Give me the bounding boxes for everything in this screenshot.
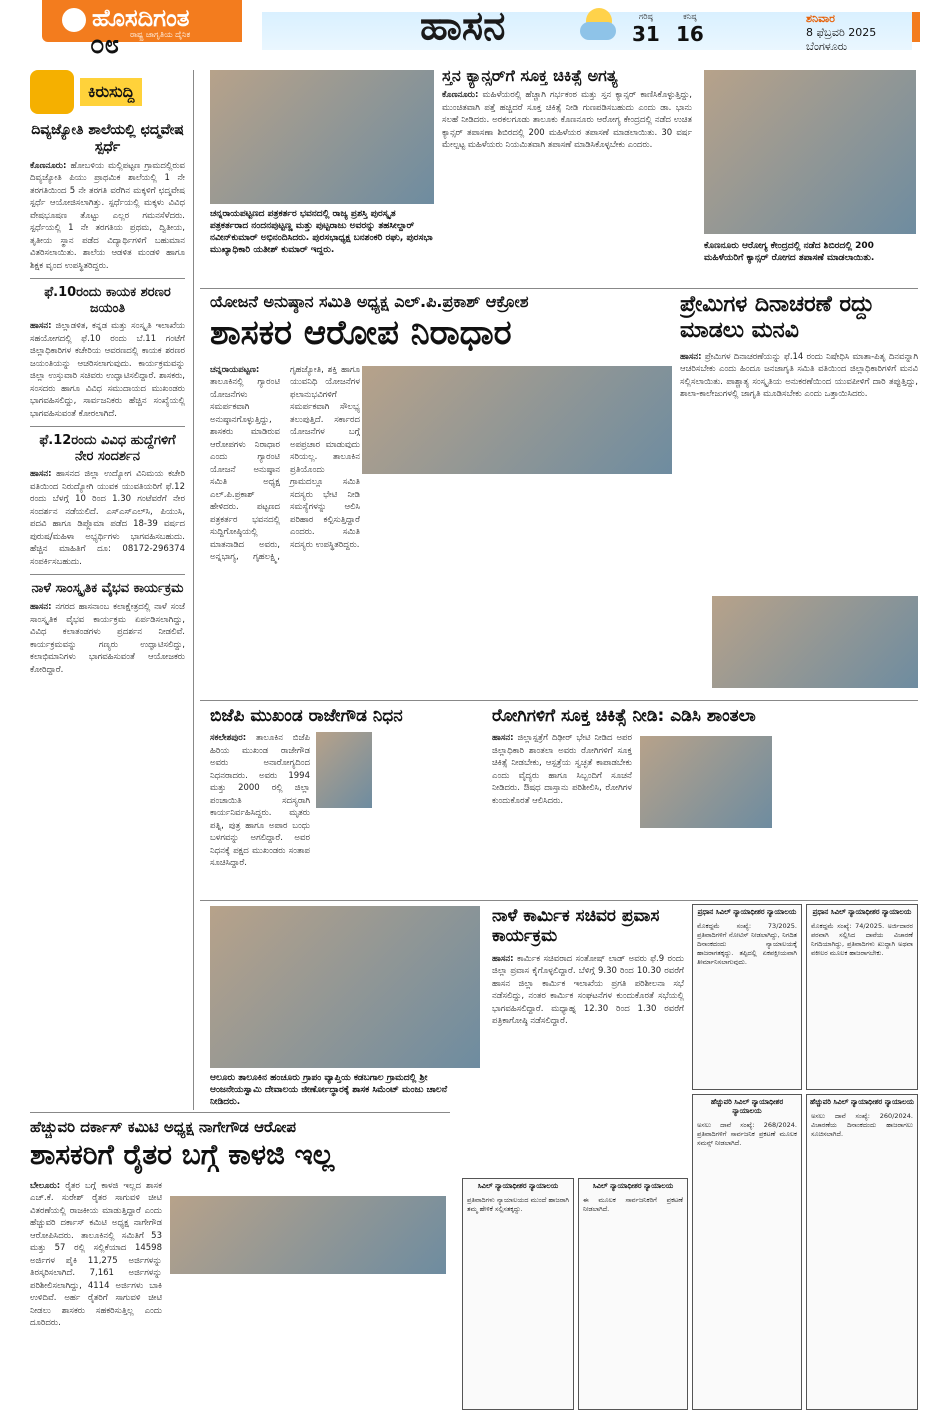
article-body xyxy=(30,468,185,568)
article-text: ನಗರದ ಹಾಸನಾಂಬ ಕಲಾಕ್ಷೇತ್ರದಲ್ಲಿ ನಾಳೆ ಸಂಜೆ ಸಾಂಸ್ಕೃತಿಕ ವೈಭವ ಕಾರ್ಯಕ್ರಮ ಏರ್ಪಡಿಸಲಾಗಿದ್ದು, ವಿವಿಧ ಕಲಾತಂಡಗಳು ಪ್ರದರ್ಶನ ನೀಡಲಿವೆ. ಕಾರ್ಯಕ್ರಮವನ್ನು ಗಣ್ಯರು ಉದ್ಘಾಟಿಸಲಿದ್ದು, ಕಲಾಭಿಮಾನಿಗಳು ಭಾಗವಹಿಸುವಂತೆ ಆಯೋಜಕರು ಕೋರಿದ್ದಾರೆ. xyxy=(30,602,185,675)
notice-body: ಮೊಕದ್ದಮೆ ಸಂಖ್ಯೆ: 73/2025. ಪ್ರತಿವಾದಿಗಳಿಗೆ ನೋಟಿಸ್ ನೀಡಲಾಗಿದ್ದು, ನಿಗದಿತ ದಿನಾಂಕದಂದು ನ್ಯಾಯಾಲಯಕ್ಕೆ ಹಾಜರಾಗತಕ್ಕದ್ದು. ತಪ್ಪಿದಲ್ಲಿ ಏಕಪಕ್ಷೀಯವಾಗಿ ತೀರ್ಮಾನಿಸಲಾಗುವುದು. xyxy=(697,922,797,966)
temp-min-label: ಕನಿಷ್ಠ xyxy=(683,12,697,21)
section-divider xyxy=(200,700,918,701)
article-kicker: ಯೋಜನೆ ಅನುಷ್ಠಾನ ಸಮಿತಿ ಅಧ್ಯಕ್ಷ ಎಲ್.ಪಿ.ಪ್ರಕಾಶ್ ಆಕ್ರೋಶ xyxy=(210,292,529,311)
article-body xyxy=(30,160,185,273)
article-text: ಜಿಲ್ಲಾಸ್ಪತ್ರೆಗೆ ದಿಢೀರ್ ಭೇಟಿ ನೀಡಿದ ಅಪರ ಜಿಲ್ಲಾಧಿಕಾರಿ ಶಾಂತಲಾ ಅವರು ರೋಗಿಗಳಿಗೆ ಸೂಕ್ತ ಚಿಕಿತ್ಸೆ ನೀಡಬೇಕು, ಆಸ್ಪತ್ರೆಯ ಸ್ವಚ್ಛತೆ ಕಾಪಾಡಬೇಕು ಎಂದು ವೈದ್ಯರು ಹಾಗೂ ಸಿಬ್ಬಂದಿಗೆ ಸೂಚನೆ ನೀಡಿದರು. ಔಷಧ ದಾಸ್ತಾನು ಪರಿಶೀಲಿಸಿ, ರೋಗಿಗಳ ಕುಂದುಕೊರತೆ ಆಲಿಸಿದರು. xyxy=(492,733,632,806)
article-text: ತಾಲೂಕಿನ ಬಿಜೆಪಿ ಹಿರಿಯ ಮುಖಂಡ ರಾಜೇಗೌಡ ಅವರು ಅನಾರೋಗ್ಯದಿಂದ ನಿಧನರಾದರು. ಅವರು 1994 ಮತ್ತು 2000 ರಲ್ಲಿ ಜಿಲ್ಲಾ ಪಂಚಾಯಿತಿ ಸದಸ್ಯರಾಗಿ ಕಾರ್ಯನಿರ್ವಹಿಸಿದ್ದರು. ಮೃತರು ಪತ್ನಿ, ಪುತ್ರ ಹಾಗೂ ಅಪಾರ ಬಂಧು ಬಳಗವನ್ನು ಅಗಲಿದ್ದಾರೆ. ಅವರ ನಿಧನಕ್ಕೆ ಪಕ್ಷದ ಮುಖಂಡರು ಸಂತಾಪ ಸೂಚಿಸಿದ್ದಾರೆ. xyxy=(210,733,310,869)
masthead xyxy=(0,0,945,64)
notice-title: ಸಿವಿಲ್ ನ್ಯಾಯಾಧೀಶರ ನ್ಯಾಯಾಲಯ xyxy=(477,1182,559,1190)
photo-caption: ಆಲೂರು ತಾಲೂಕಿನ ಹಂಚೂರು ಗ್ರಾಪಂ ವ್ಯಾಪ್ತಿಯ ಕಡಬಗಾಲ ಗ್ರಾಮದಲ್ಲಿ ಶ್ರೀ ಆಂಜನೇಯಸ್ವಾಮಿ ದೇವಾಲಯ ಜೀರ್ಣೋದ್ಧಾರಕ್ಕೆ ಶಾಸಕ ಸಿಮೆಂಟ್ ಮಂಜು ಚಾಲನೆ ನೀಡಿದರು. xyxy=(210,1073,448,1107)
brand-name: ಹೊಸದಿಗಂತ xyxy=(92,4,190,32)
weekday: ಶನಿವಾರ xyxy=(806,12,835,25)
legal-notice xyxy=(692,1094,802,1410)
left-column xyxy=(30,122,185,1112)
article-title: ನಾಳೆ ಕಾರ್ಮಿಕ ಸಚಿವರ ಪ್ರವಾಸ ಕಾರ್ಯಕ್ರಮ xyxy=(492,906,660,947)
legal-notice xyxy=(806,904,918,1090)
article-title: ಫೆ.12ರಂದು ವಿವಿಧ ಹುದ್ದೆಗಳಿಗೆ ನೇರ ಸಂದರ್ಶನ xyxy=(39,433,176,464)
article-minister xyxy=(492,906,684,1146)
article-body xyxy=(210,732,310,870)
article-body xyxy=(210,364,360,564)
article-title: ಶಾಸಕರ ಆರೋಪ ನಿರಾಧಾರ xyxy=(210,313,512,354)
notice-title: ಹೆಚ್ಚುವರಿ ಸಿವಿಲ್ ನ್ಯಾಯಾಧೀಶರ ನ್ಯಾಯಾಲಯ xyxy=(809,1098,915,1106)
notice-title: ಸಿವಿಲ್ ನ್ಯಾಯಾಧೀಶರ ನ್ಯಾಯಾಲಯ xyxy=(592,1182,674,1190)
brand-banner xyxy=(42,0,242,42)
article-text: ರೈತರ ಬಗ್ಗೆ ಕಾಳಜಿ ಇಲ್ಲದ ಶಾಸಕ ಎಚ್.ಕೆ. ಸುರೇಶ್ ರೈತರ ಸಾಗುವಳಿ ಚೀಟಿ ವಿತರಣೆಯಲ್ಲಿ ರಾಜಕೀಯ ಮಾಡುತ್ತಿದ್ದಾರೆ ಎಂದು ಹೆಚ್ಚುವರಿ ದರ್ಕಾಸ್ ಕಮಿಟಿ ಅಧ್ಯಕ್ಷ ನಾಗೇಗೌಡ ಆರೋಪಿಸಿದರು. ತಾಲೂಕಿನಲ್ಲಿ ಸಮಿತಿಗೆ 53 ಮತ್ತು 57 ರಲ್ಲಿ ಸಲ್ಲಿಕೆಯಾದ 14598 ಅರ್ಜಿಗಳ ಪೈಕಿ 11,275 ಅರ್ಜಿಗಳನ್ನು ತಿರಸ್ಕರಿಸಲಾಗಿದೆ. 7,161 ಅರ್ಜಿಗಳನ್ನು ಪರಿಶೀಲಿಸಲಾಗಿದ್ದು, 4114 ಅರ್ಜಿಗಳು ಬಾಕಿ ಉಳಿದಿವೆ. ಅರ್ಹ ರೈತರಿಗೆ ಸಾಗುವಳಿ ಚೀಟಿ ನೀಡಲು ಶಾಸಕರು ಸಹಕರಿಸುತ್ತಿಲ್ಲ ಎಂದು ದೂರಿದರು. xyxy=(30,1180,162,1329)
photo-temple xyxy=(210,906,480,1068)
article-cancer xyxy=(442,66,692,286)
article-body xyxy=(442,89,692,152)
divider xyxy=(30,426,185,427)
byline: ಕೊಣನೂರು: xyxy=(442,90,479,101)
article-text: ಹಾಸನದ ಜಿಲ್ಲಾ ಉದ್ಯೋಗ ವಿನಿಮಯ ಕಚೇರಿ ವತಿಯಿಂದ ನಿರುದ್ಯೋಗಿ ಯುವಕ ಯುವತಿಯರಿಗೆ ಫೆ.12 ರಂದು ಬೆಳಗ್ಗೆ 10 ರಿಂದ 1.30 ಗಂಟೆವರೆಗೆ ನೇರ ಸಂದರ್ಶನ ನಡೆಯಲಿದೆ. ಎಸ್‌ಎಸ್‌ಎಲ್‌ಸಿ, ಪಿಯುಸಿ, ಪದವಿ ಹಾಗೂ ಡಿಪ್ಲೊಮಾ ಪಡೆದ 18-39 ವರ್ಷದ ಪುರುಷ/ಮಹಿಳಾ ಅಭ್ಯರ್ಥಿಗಳು ಭಾಗವಹಿಸಬಹುದು. ಹೆಚ್ಚಿನ ಮಾಹಿತಿಗೆ ದೂ: 08172-296374 ಸಂಪರ್ಕಿಸಬಹುದು. xyxy=(30,469,185,567)
byline: ಚನ್ನರಾಯಪಟ್ಟಣ: xyxy=(210,364,260,375)
byline: ಸಕಲೇಶಪುರ: xyxy=(210,733,247,744)
notice-body: ಮೊಕದ್ದಮೆ ಸಂಖ್ಯೆ: 74/2025. ಅರ್ಜಿದಾರರ ಪರವಾಗಿ ಸಲ್ಲಿಸಿದ ದಾವೆಯ ವಿಚಾರಣೆ ನಿಗದಿಯಾಗಿದ್ದು, ಪ್ರತಿವಾದಿಗಳು ಖುದ್ದಾಗಿ ಅಥವಾ ವಕೀಲರ ಮೂಲಕ ಹಾಜರಾಗಬೇಕು. xyxy=(811,922,913,957)
notice-body: ಅಸಲು ದಾವೆ ಸಂಖ್ಯೆ: 268/2024. ಪ್ರತಿವಾದಿಗಳಿಗೆ ಸಾರ್ವಜನಿಕ ಪ್ರಕಟಣೆ ಮೂಲಕ ಸಮನ್ಸ್ ನೀಡಲಾಗಿದೆ. xyxy=(697,1121,797,1147)
article-body xyxy=(492,732,632,807)
photo-portrait xyxy=(316,732,372,808)
temp-max-label: ಗರಿಷ್ಠ xyxy=(638,12,653,21)
byline: ಹಾಸನ: xyxy=(30,469,52,480)
page-number: ೦೮ xyxy=(90,30,120,60)
photo-press-meet xyxy=(362,366,672,474)
divider xyxy=(30,574,185,575)
article-body xyxy=(30,320,185,420)
notice-title: ಪ್ರಧಾನ ಸಿವಿಲ್ ನ್ಯಾಯಾಧೀಶರ ನ್ಯಾಯಾಲಯ xyxy=(812,908,912,916)
section-divider xyxy=(30,1112,450,1113)
legal-notice xyxy=(806,1094,918,1410)
lamp-logo-icon xyxy=(62,8,86,32)
divider xyxy=(30,278,185,279)
cloud-icon xyxy=(580,22,616,40)
section-divider xyxy=(200,900,918,901)
date-block xyxy=(806,12,876,54)
photo-farmer-meet xyxy=(170,1196,446,1274)
temp-min xyxy=(676,12,704,46)
article-text: ಪ್ರೇಮಿಗಳ ದಿನಾಚರಣೆಯನ್ನು ಫೆ.14 ರಂದು ನಿಷೇಧಿಸಿ ಮಾತಾ-ಪಿತೃ ದಿನವನ್ನಾಗಿ ಆಚರಿಸಬೇಕು ಎಂದು ಹಿಂದೂ ಜನಜಾಗೃತಿ ಸಮಿತಿ ವತಿಯಿಂದ ಜಿಲ್ಲಾಧಿಕಾರಿಗಳಿಗೆ ಮನವಿ ಸಲ್ಲಿಸಲಾಯಿತು. ಪಾಶ್ಚಾತ್ಯ ಸಂಸ್ಕೃತಿಯ ಅನುಕರಣೆಯಿಂದ ಯುವಪೀಳಿಗೆ ದಾರಿ ತಪ್ಪುತ್ತಿದ್ದು, ಶಾಲಾ-ಕಾಲೇಜುಗಳಲ್ಲಿ ಜಾಗೃತಿ ಮೂಡಿಸಬೇಕು ಎಂದು ಒತ್ತಾಯಿಸಿದರು. xyxy=(680,351,918,400)
article-text: ಹೋಬಳಿಯ ಮಲ್ಲಿಪಟ್ಟಣ ಗ್ರಾಮದಲ್ಲಿರುವ ದಿವ್ಯಜ್ಯೋತಿ ಪಿಯು ಪ್ರಾಥಮಿಕ ಶಾಲೆಯಲ್ಲಿ 1 ನೇ ತರಗತಿಯಿಂದ 5 ನೇ ತರಗತಿ ವರೆಗಿನ ಮಕ್ಕಳಿಗೆ ಛದ್ಮವೇಷ ಸ್ಪರ್ಧೆ ಆಯೋಜಿಸಲಾಗಿತ್ತು. ಸ್ಪರ್ಧೆಯಲ್ಲಿ ಮಕ್ಕಳು ವಿವಿಧ ವೇಷಭೂಷಣ ತೊಟ್ಟು ಎಲ್ಲರ ಗಮನಸೆಳೆದರು. ಸ್ಪರ್ಧೆಯಲ್ಲಿ 1 ನೇ ತರಗತಿಯ ಪ್ರಥಮ, ದ್ವಿತೀಯ, ತೃತೀಯ ಸ್ಥಾನ ಪಡೆದ ವಿದ್ಯಾರ್ಥಿಗಳಿಗೆ ಬಹುಮಾನ ವಿತರಿಸಲಾಯಿತು. ಶಾಲೆಯ ಆಡಳಿತ ಮಂಡಳಿ ಹಾಗೂ ಶಿಕ್ಷಕ ವೃಂದ ಉಪಸ್ಥಿತರಿದ್ದರು. xyxy=(30,160,185,271)
byline: ಹಾಸನ: xyxy=(680,351,702,362)
notice-body: ಪ್ರತಿವಾದಿಗಳು ನ್ಯಾಯಾಲಯದ ಮುಂದೆ ಹಾಜರಾಗಿ ತಮ್ಮ ಹೇಳಿಕೆ ಸಲ್ಲಿಸತಕ್ಕದ್ದು. xyxy=(467,1196,569,1213)
notice-title: ಹೆಚ್ಚುವರಿ ಸಿವಿಲ್ ನ್ಯಾಯಾಧೀಶರ ನ್ಯಾಯಾಲಯ xyxy=(710,1098,784,1115)
article-body xyxy=(30,1180,162,1330)
article-title: ನಾಳೆ ಸಾಂಸ್ಕೃತಿಕ ವೈಭವ ಕಾರ್ಯಕ್ರಮ xyxy=(31,581,184,597)
column-divider xyxy=(193,70,194,1110)
byline: ಹಾಸನ: xyxy=(30,602,52,613)
article-title: ಪ್ರೇಮಿಗಳ ದಿನಾಚರಣೆ ರದ್ದು ಮಾಡಲು ಮನವಿ xyxy=(680,292,875,344)
photo-caption: ಕೊಣನೂರು ಆರೋಗ್ಯ ಕೇಂದ್ರದಲ್ಲಿ ನಡೆದ ಶಿಬಿರದಲ್ಲಿ 200 ಮಹಿಳೆಯರಿಗೆ ಕ್ಯಾನ್ಸರ್ ರೋಗದ ತಪಾಸಣೆ ಮಾಡಲಾಯಿತು. xyxy=(704,241,875,263)
notice-body: ಅಸಲು ದಾವೆ ಸಂಖ್ಯೆ: 260/2024. ವಿಚಾರಣೆಯ ದಿನಾಂಕದಂದು ಹಾಜರಾಗಲು ಸೂಚಿಸಲಾಗಿದೆ. xyxy=(811,1112,913,1138)
notice-title: ಪ್ರಧಾನ ಸಿವಿಲ್ ನ್ಯಾಯಾಧೀಶರ ನ್ಯಾಯಾಲಯ xyxy=(697,908,797,916)
photo-health-camp xyxy=(704,70,916,234)
byline: ಕೊಣನೂರು: xyxy=(30,160,67,171)
legal-notice xyxy=(692,904,802,1090)
article-body xyxy=(30,601,185,676)
article-body xyxy=(492,953,684,1028)
article-title: ಫೆ.10ರಂದು ಕಾಯಕ ಶರಣರ ಜಯಂತಿ xyxy=(44,285,171,316)
byline: ಹಾಸನ: xyxy=(492,733,514,744)
date: 8 ಫೆಬ್ರವರಿ 2025 xyxy=(806,26,877,39)
article-title: ಬಿಜೆಪಿ ಮುಖಂಡ ರಾಜೇಗೌಡ ನಿಧನ xyxy=(210,706,403,726)
kirusuddi-label: ಕಿರುಸುದ್ದಿ xyxy=(80,78,142,106)
article-kicker: ಹೆಚ್ಚುವರಿ ದರ್ಕಾಸ್ ಕಮಿಟಿ ಅಧ್ಯಕ್ಷ ನಾಗೇಗೌಡ ಆರೋಪ xyxy=(30,1118,297,1136)
byline: ಹಾಸನ: xyxy=(30,321,52,332)
temp-max-value: 31 xyxy=(632,22,660,46)
edition: ಬೆಂಗಳೂರು xyxy=(806,40,848,53)
brand-tagline: ರಾಷ್ಟ್ರ ಜಾಗೃತಿಯ ದೈನಿಕ xyxy=(130,30,191,39)
temp-max xyxy=(632,12,660,46)
article-title: ಶಾಸಕರಿಗೆ ರೈತರ ಬಗ್ಗೆ ಕಾಳಜಿ ಇಲ್ಲ xyxy=(30,1138,335,1171)
article-text: ಕಾರ್ಮಿಕ ಸಚಿವರಾದ ಸಂತೋಷ್ ಲಾಡ್ ಅವರು ಫೆ.9 ರಂದು ಜಿಲ್ಲಾ ಪ್ರವಾಸ ಕೈಗೊಳ್ಳಲಿದ್ದಾರೆ. ಬೆಳಿಗ್ಗೆ 9.30 ರಿಂದ 10.30 ರವರೆಗೆ ಹಾಸನ ಜಿಲ್ಲಾ ಕಾರ್ಮಿಕ ಇಲಾಖೆಯ ಪ್ರಗತಿ ಪರಿಶೀಲನಾ ಸಭೆ ನಡೆಸಲಿದ್ದು, ನಂತರ ಕಾರ್ಮಿಕ ಸಂಘಟನೆಗಳ ಕುಂದುಕೊರತೆ ಸಭೆಯಲ್ಲಿ ಭಾಗವಹಿಸಲಿದ್ದಾರೆ. ಮಧ್ಯಾಹ್ನ 12.30 ರಿಂದ 1.30 ರವರೆಗೆ ಪತ್ರಿಕಾಗೋಷ್ಠಿ ನಡೆಸಲಿದ್ದಾರೆ. xyxy=(492,953,684,1027)
article-text: ಮಹಿಳೆಯರಲ್ಲಿ ಹೆಚ್ಚಾಗಿ ಗರ್ಭಕಂಠ ಮತ್ತು ಸ್ತನ ಕ್ಯಾನ್ಸರ್ ಕಾಣಿಸಿಕೊಳ್ಳುತ್ತಿದ್ದು, ಮುಂಚಿತವಾಗಿ ಪತ್ತೆ ಹಚ್ಚಿದರೆ ಸೂಕ್ತ ಚಿಕಿತ್ಸೆ ನೀಡಿ ಗುಣಪಡಿಸಬಹುದು ಎಂದು ಡಾ. ಭಾನು ಸಲಹೆ ನೀಡಿದರು. ಅರಕಲಗೂಡು ತಾಲೂಕು ಕೊಣನೂರು ಆರೋಗ್ಯ ಕೇಂದ್ರದಲ್ಲಿ ನಡೆದ ಉಚಿತ ಕ್ಯಾನ್ಸರ್ ತಪಾಸಣಾ ಶಿಬಿರದಲ್ಲಿ 200 ಮಹಿಳೆಯರ ತಪಾಸಣೆ ಮಾಡಲಾಯಿತು. 30 ವರ್ಷ ಮೇಲ್ಪಟ್ಟ ಮಹಿಳೆಯರು ನಿಯಮಿತವಾಗಿ ತಪಾಸಣೆ ಮಾಡಿಸಿಕೊಳ್ಳಬೇಕು ಎಂದರು. xyxy=(442,90,692,151)
article-title: ಸ್ತನ ಕ್ಯಾನ್ಸರ್‌ಗೆ ಸೂಕ್ತ ಚಿಕಿತ್ಸೆ ಅಗತ್ಯ xyxy=(442,66,618,85)
legal-notice xyxy=(462,1178,574,1410)
article-text: ಜಿಲ್ಲಾಡಳಿತ, ಕನ್ನಡ ಮತ್ತು ಸಂಸ್ಕೃತಿ ಇಲಾಖೆಯ ಸಹಯೋಗದಲ್ಲಿ ಫೆ.10 ರಂದು ಬೆ.11 ಗಂಟೆಗೆ ಜಿಲ್ಲಾಧಿಕಾರಿಗಳ ಕಚೇರಿಯ ಆವರಣದಲ್ಲಿ ಕಾಯಕ ಶರಣರ ಜಯಂತಿಯನ್ನು ಆಚರಿಸಲಾಗುವುದು. ಕಾರ್ಯಕ್ರಮವನ್ನು ಜಿಲ್ಲಾ ಉಸ್ತುವಾರಿ ಸಚಿವರು ಉದ್ಘಾಟಿಸಲಿದ್ದಾರೆ. ಶಾಸಕರು, ಸಂಸದರು ಹಾಗೂ ವಿವಿಧ ಸಮುದಾಯದ ಮುಖಂಡರು ಭಾಗವಹಿಸಲಿದ್ದು, ಸಾರ್ವಜನಿಕರು ಹೆಚ್ಚಿನ ಸಂಖ್ಯೆಯಲ್ಲಿ ಭಾಗವಹಿಸುವಂತೆ ಕೋರಲಾಗಿದೆ. xyxy=(30,321,185,419)
notice-body: ಈ ಮೂಲಕ ಸಾರ್ವಜನಿಕರಿಗೆ ಪ್ರಕಟಣೆ ನೀಡಲಾಗಿದೆ. xyxy=(583,1196,683,1213)
byline: ಹಾಸನ: xyxy=(492,953,514,964)
kirusuddi-badge xyxy=(30,70,185,118)
edge-strip xyxy=(912,12,920,42)
photo-felicitation xyxy=(210,70,434,204)
photo-petition xyxy=(712,596,918,688)
section-divider xyxy=(200,288,918,289)
article-text: ತಾಲೂಕಿನಲ್ಲಿ ಗ್ಯಾರಂಟಿ ಯೋಜನೆಗಳು ಸಮರ್ಪಕವಾಗಿ ಅನುಷ್ಠಾನಗೊಳ್ಳುತ್ತಿದ್ದು, ಶಾಸಕರು ಮಾಡಿರುವ ಆರೋಪಗಳು ನಿರಾಧಾರ ಎಂದು ಗ್ಯಾರಂಟಿ ಯೋಜನೆ ಅನುಷ್ಠಾನ ಸಮಿತಿ ಅಧ್ಯಕ್ಷ ಎಲ್.ಪಿ.ಪ್ರಕಾಶ್ ಹೇಳಿದರು. ಪಟ್ಟಣದ ಪತ್ರಕರ್ತರ ಭವನದಲ್ಲಿ ಸುದ್ದಿಗೋಷ್ಠಿಯಲ್ಲಿ ಮಾತನಾಡಿದ ಅವರು, ಅನ್ನಭಾಗ್ಯ, ಗೃಹಲಕ್ಷ್ಮಿ, ಗೃಹಜ್ಯೋತಿ, ಶಕ್ತಿ ಹಾಗೂ ಯುವನಿಧಿ ಯೋಜನೆಗಳ ಫಲಾನುಭವಿಗಳಿಗೆ ಸಮರ್ಪಕವಾಗಿ ಸೌಲಭ್ಯ ತಲುಪುತ್ತಿದೆ. ಸರ್ಕಾರದ ಯೋಜನೆಗಳ ಬಗ್ಗೆ ಅಪಪ್ರಚಾರ ಮಾಡುವುದು ಸರಿಯಲ್ಲ. ತಾಲೂಕಿನ ಪ್ರತಿಯೊಂದು ಗ್ರಾಮದಲ್ಲೂ ಸಮಿತಿ ಸದಸ್ಯರು ಭೇಟಿ ನೀಡಿ ಸಮಸ್ಯೆಗಳನ್ನು ಆಲಿಸಿ ಪರಿಹಾರ ಕಲ್ಪಿಸುತ್ತಿದ್ದಾರೆ ಎಂದರು. ಸಮಿತಿ ಸದಸ್ಯರು ಉಪಸ್ಥಿತರಿದ್ದರು. xyxy=(210,364,360,563)
byline: ಬೇಲೂರು: xyxy=(30,1180,61,1191)
hand-icon xyxy=(30,70,74,114)
photo-caption: ಚನ್ನರಾಯಪಟ್ಟಣದ ಪತ್ರಕರ್ತರ ಭವನದಲ್ಲಿ ರಾಜ್ಯ ಪ್ರಶಸ್ತಿ ಪುರಸ್ಕೃತ ಪತ್ರಕರ್ತರಾದ ನಂದನಪುಟ್ಟಣ್ಣ ಮತ್ತು ಪುಟ್ಟರಾಜು ಅವರನ್ನು ತಹಸೀಲ್ದಾರ್ ನವೀನ್‌ಕುಮಾರ್ ಅಭಿನಂದಿಸಿದರು. ಪುರಸಭಾಧ್ಯಕ್ಷ ಬನಶಂಕರಿ ರಘು, ಪುರಸಭಾ ಮುಖ್ಯಾಧಿಕಾರಿ ಯತೀಶ್ ಕುಮಾರ್ ಇದ್ದರು. xyxy=(210,209,433,255)
article-title: ದಿವ್ಯಜ್ಯೋತಿ ಶಾಲೆಯಲ್ಲಿ ಛದ್ಮವೇಷ ಸ್ಪರ್ಧೆ xyxy=(31,122,184,155)
legal-notice xyxy=(578,1178,688,1410)
article-body xyxy=(680,351,918,401)
temp-min-value: 16 xyxy=(676,22,704,46)
city-title: ಹಾಸನ xyxy=(420,2,506,49)
photo-hospital xyxy=(640,736,772,828)
article-main xyxy=(210,292,672,692)
article-title: ರೋಗಿಗಳಿಗೆ ಸೂಕ್ತ ಚಿಕಿತ್ಸೆ ನೀಡಿ: ಎಡಿಸಿ ಶಾಂತಲಾ xyxy=(492,706,756,726)
